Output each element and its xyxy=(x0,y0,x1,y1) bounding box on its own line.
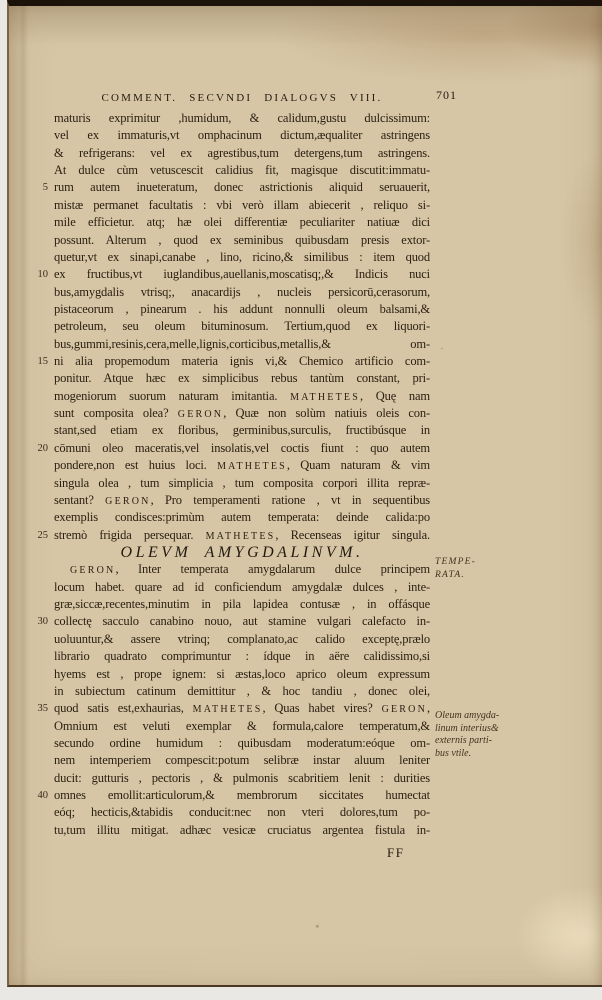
text-line xyxy=(54,683,430,700)
margin-note-line: externis parti- xyxy=(435,735,492,747)
line-number: 25 xyxy=(37,529,48,541)
text-line xyxy=(54,804,430,821)
text-line xyxy=(54,388,430,405)
line-text: vel ex immaturis,vt omphacinum dictum,æqualiter astringens xyxy=(54,128,430,143)
line-text: in subiectum catinum demittitur , & hoc tandiu , donec olei, xyxy=(54,683,430,698)
line-text: bus,gummi,resinis,cera,melle,lignis,corticibus,metallis,& om- xyxy=(54,336,430,351)
margin-note-line: bus vtile. xyxy=(435,747,472,759)
line-text: omnes emollit:articulorum,& membrorum siccitates humectat xyxy=(54,788,430,803)
line-number: 15 xyxy=(37,356,48,368)
line-text: pondere,non est huius loci. MATHETES, Quam naturam & vim xyxy=(54,458,430,473)
text-line xyxy=(37,787,430,804)
line-text: mistæ permanet facultatis : vbi verò illam abiecerit , reliquo si- xyxy=(54,197,430,212)
text-line xyxy=(54,127,430,144)
line-text: mile efficietur. atq; hæ olei differentiæ peculiariter natiuæ dici xyxy=(54,215,430,230)
line-text: Omnium est veluti exemplar & formula,calore temperatum,& xyxy=(54,718,430,733)
line-text: ducit: gutturis , pectoris , & pulmonis scabritiem lenit : durities xyxy=(54,770,430,785)
text-line xyxy=(54,422,430,439)
line-text: mogeniorum suorum naturam imitantia. MATHETES, Quę nam xyxy=(54,388,431,403)
text-line xyxy=(54,162,430,179)
speaker-name: GERON xyxy=(105,495,151,507)
text-line xyxy=(54,284,430,301)
line-text: sunt composita olea? GERON, Quæ non solùm natiuis oleis con- xyxy=(54,406,431,421)
text-line xyxy=(54,318,430,335)
text-line xyxy=(54,648,430,665)
text-line xyxy=(54,145,430,162)
text-line xyxy=(42,179,430,196)
text-line xyxy=(54,631,430,648)
text-line xyxy=(54,822,430,839)
line-text: collectę sacculo canabino nouo, aut stamine vulgari calefacto in- xyxy=(54,614,430,629)
line-text: At dulce cùm vetuscescit calidius fit, magisque discutit:immatu- xyxy=(54,163,430,178)
line-number: 40 xyxy=(37,790,48,802)
line-number: 35 xyxy=(37,703,48,715)
line-text: ex fructibus,vt iuglandibus,auellanis,moscatisq;,& Indicis nuci xyxy=(54,267,430,282)
margin-note-line: linum interius& xyxy=(435,722,499,734)
line-number: 20 xyxy=(37,442,48,454)
text-line xyxy=(54,232,430,249)
line-text: stremò frigida persequar. MATHETES, Recenseas igitur singula. xyxy=(54,527,430,542)
margin-note-line: TEMPE- xyxy=(435,557,476,567)
line-text: bus,amygdalis vtrisq;, anacardijs , nucleis persicorū,cerasorum, xyxy=(54,284,430,299)
line-text: græ,siccæ,recentes,minutim in pila lapidea contusæ , in offásque xyxy=(54,597,430,612)
line-text: stant,sed etiam ex floribus, germinibus,surculis, fructibúsque in xyxy=(54,423,430,438)
text-line xyxy=(54,457,430,474)
speaker-name: MATHETES xyxy=(217,461,287,473)
text-block-2 xyxy=(37,561,431,839)
text-line xyxy=(54,752,430,769)
signature-mark: FF xyxy=(387,845,405,861)
text-line xyxy=(54,735,430,752)
line-text: possunt. Alterum , quod ex seminibus quibusdam presis extor- xyxy=(54,232,430,247)
text-line xyxy=(54,596,430,613)
line-text: eóq; hecticis,&tabidis conducit:nec non vteri dolores,tum po- xyxy=(54,805,430,820)
line-text: ni alia propemodum materia ignis vi,& Chemico artificio com- xyxy=(54,354,430,369)
text-line xyxy=(54,214,430,231)
text-line xyxy=(54,249,430,266)
line-number: 5 xyxy=(42,182,48,194)
line-text: sentant? GERON, Pro temperamenti ratione , vt in sequentibus xyxy=(54,492,431,507)
speaker-name: MATHETES xyxy=(192,704,263,716)
section-heading: OLEVM AMYGDALINVM. xyxy=(120,543,364,561)
line-text: rum autem inueteratum, donec astrictionis aliquid seruauerit, xyxy=(54,180,430,195)
line-text: maturis exprimitur ,humidum, & calidum,gustu dulcissimum: xyxy=(54,111,430,125)
text-column xyxy=(37,110,431,861)
margin-note-line: Oleum amygda- xyxy=(435,710,500,721)
speaker-name: MATHETES xyxy=(205,530,276,542)
text-line xyxy=(54,509,430,526)
line-text: hyems est , prope ignem: si æstas,loco aprico oleum expressum xyxy=(54,666,430,681)
line-text: nem intemperiem compescit:potum selibræ instar aluum leniter xyxy=(54,753,430,768)
text-line xyxy=(54,666,430,683)
line-text: cōmuni oleo maceratis,vel insolatis,vel coctis fiunt : quo autem xyxy=(54,440,430,455)
text-line xyxy=(54,561,430,578)
text-line xyxy=(54,110,430,127)
line-number: 30 xyxy=(37,616,48,628)
book-page-scan xyxy=(7,0,602,987)
line-text: singula olea , tum simplicia , tum composita corpori illita repræ- xyxy=(54,475,430,490)
running-title: COMMENT. SECVNDI DIALOGVS VIII. xyxy=(101,92,383,104)
line-text: exemplis condisces:primùm autem temperata: deinde calida:po xyxy=(54,510,430,525)
text-line xyxy=(37,353,430,370)
text-line xyxy=(37,613,430,630)
line-text: petroleum, seu oleum bituminosum. Tertium,quod ex liquori- xyxy=(54,319,430,334)
speaker-name: GERON xyxy=(70,565,116,577)
text-line xyxy=(54,301,430,318)
line-text: GERON, Inter temperata amygdalarum dulce principem xyxy=(70,562,430,577)
speaker-name: GERON xyxy=(177,409,224,421)
text-line xyxy=(37,266,430,283)
page-header xyxy=(54,88,457,106)
text-line xyxy=(54,336,430,353)
margin-note-line: RATA. xyxy=(435,569,466,580)
speaker-name: MATHETES xyxy=(290,391,360,403)
margin-note-temperata xyxy=(435,556,529,581)
text-block-1 xyxy=(37,110,431,544)
text-line xyxy=(54,370,430,387)
page-number: 701 xyxy=(436,88,457,102)
text-line xyxy=(54,475,430,492)
line-text: quod satis est,exhaurias, MATHETES, Quas habet vires? GERON, xyxy=(54,701,431,716)
speaker-name: GERON xyxy=(381,704,428,716)
text-line xyxy=(37,527,430,544)
text-line xyxy=(54,718,430,735)
text-line xyxy=(37,440,430,457)
text-line xyxy=(54,579,430,596)
line-text: ponitur. Atque hæc ex simplicibus rebus tantùm constant, pri- xyxy=(54,371,430,386)
line-text: locum habet. quare ad id conficiendum amygdalæ dulces , inte- xyxy=(54,579,430,594)
line-number: 10 xyxy=(37,269,48,281)
text-line xyxy=(37,700,431,717)
line-text: & refrigerans: vel ex agrestibus,tum detergens,tum astringens. xyxy=(54,145,430,160)
line-text: uoluuntur,& assere vtrinq; complanato,ac calido exceptę,prælo xyxy=(54,631,430,646)
text-line xyxy=(54,492,430,509)
line-text: tu,tum illitu mitigat. adhæc vesicæ cruciatus argentea fistula in- xyxy=(54,822,430,837)
line-text: pistaceorum , pinearum . his addunt nonnulli oleum balsami,& xyxy=(54,301,430,316)
line-text: quetur,vt ex sinapi,canabe , lino, ricino,& similibus : item quod xyxy=(54,249,430,264)
text-line xyxy=(54,405,430,422)
text-line xyxy=(54,197,430,214)
line-text: librario quadrato comprimuntur : ídque in aëre calidissimo,si xyxy=(54,649,430,664)
line-text: secundo ordine humidum : quibusdam moderatum:eóque om- xyxy=(54,735,430,750)
margin-note-oleum-amygdalinum xyxy=(435,710,529,760)
text-line xyxy=(54,770,430,787)
